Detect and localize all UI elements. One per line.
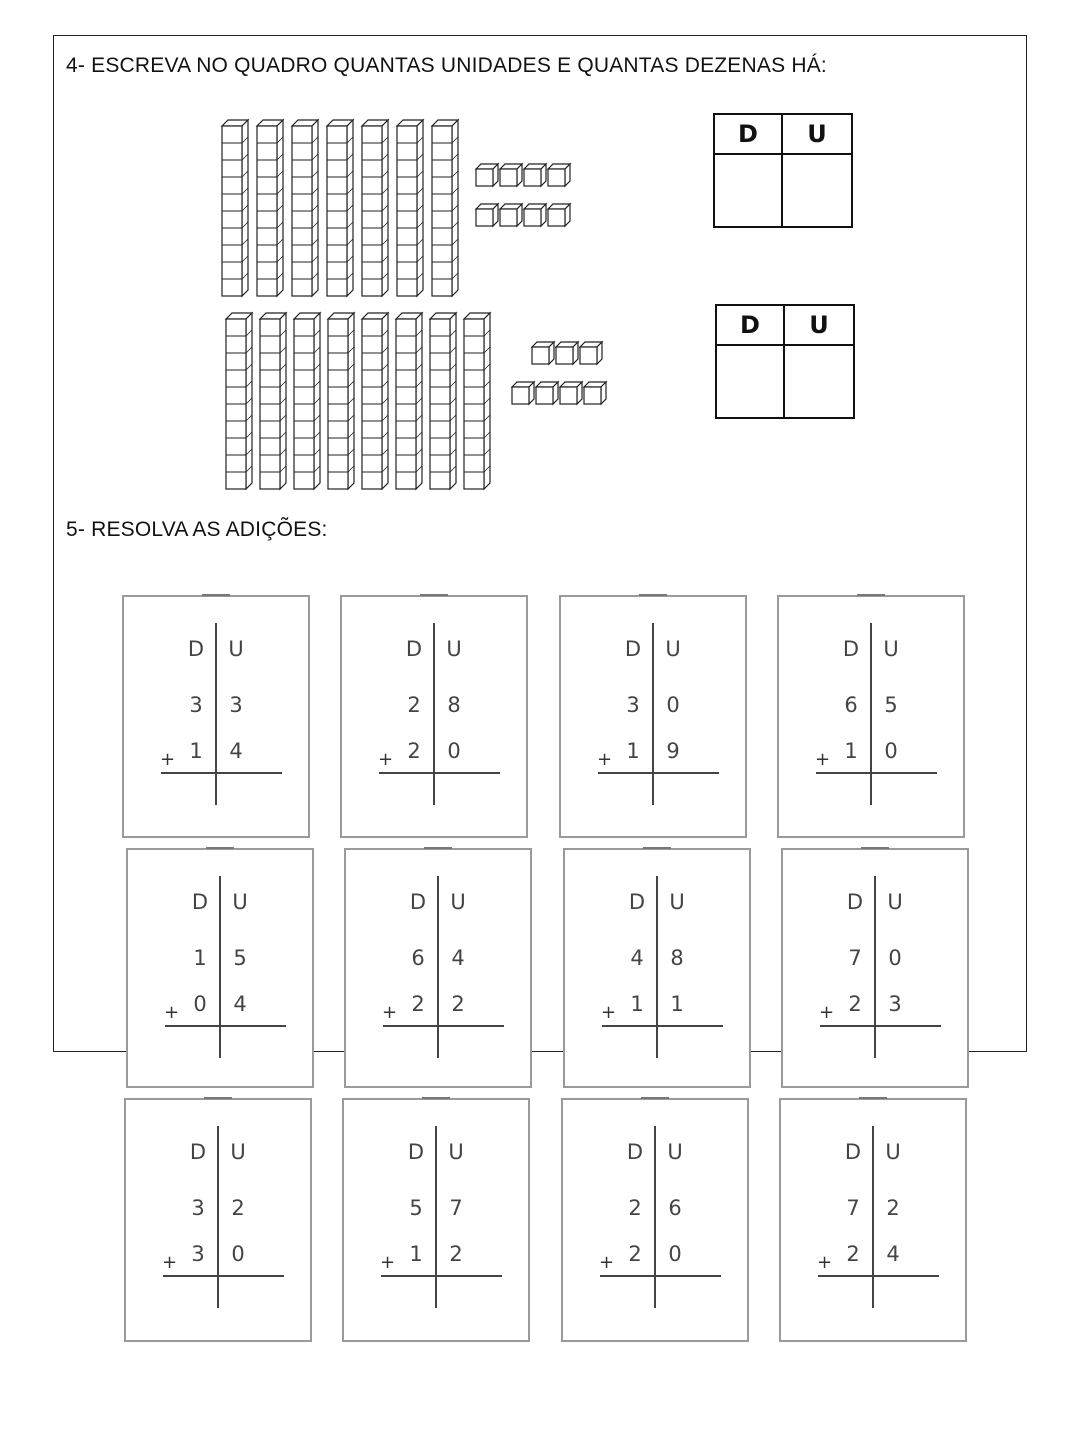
units-header: U [450, 890, 466, 914]
addend-2-tens: 2 [407, 739, 421, 763]
units-header: U [665, 637, 681, 661]
addend-2-units: 3 [888, 992, 902, 1016]
addend-2-units: 0 [231, 1242, 245, 1266]
card-notch [859, 1097, 887, 1099]
unit-cube [556, 342, 578, 364]
ten-rod [430, 313, 456, 489]
addend-2-tens: 2 [846, 1242, 860, 1266]
tens-header: D [628, 890, 646, 914]
ten-rod [222, 120, 248, 296]
addend-1-tens: 3 [626, 693, 640, 717]
answer-area[interactable] [600, 1280, 721, 1320]
tens-answer-box[interactable] [717, 346, 785, 417]
card-notch [206, 847, 234, 849]
card-notch [420, 594, 448, 596]
card-notch [639, 594, 667, 596]
addend-2-units: 4 [233, 992, 247, 1016]
addition-card [344, 848, 532, 1088]
addend-1-tens: 7 [846, 1196, 860, 1220]
tens-header: D [189, 1140, 207, 1164]
du-answer-table-1 [713, 113, 853, 228]
addend-2-tens: 2 [848, 992, 862, 1016]
addend-1-units: 8 [447, 693, 461, 717]
unit-cube [584, 382, 606, 404]
addend-2-units: 1 [670, 992, 684, 1016]
addend-2-units: 2 [451, 992, 465, 1016]
units-answer-box[interactable] [785, 346, 853, 417]
card-notch [641, 1097, 669, 1099]
tens-header: D [844, 1140, 862, 1164]
sum-line [820, 1025, 941, 1027]
base-ten-blocks-1 [218, 112, 618, 302]
sum-line [161, 772, 282, 774]
unit-cube [500, 204, 522, 226]
tens-header: D [715, 115, 783, 155]
addition-card [559, 595, 747, 838]
tens-header: D [717, 306, 785, 346]
sum-line [379, 772, 500, 774]
tens-header: D [407, 1140, 425, 1164]
answer-area[interactable] [163, 1280, 284, 1320]
addition-card [561, 1098, 749, 1342]
addend-1-units: 2 [886, 1196, 900, 1220]
plus-sign: + [162, 1252, 178, 1273]
ten-rod [362, 313, 388, 489]
addend-2-units: 4 [886, 1242, 900, 1266]
addition-card [781, 848, 969, 1088]
addend-1-units: 5 [233, 946, 247, 970]
answer-area[interactable] [161, 777, 282, 817]
answer-area[interactable] [383, 1030, 504, 1070]
base-ten-blocks-2 [222, 305, 652, 495]
units-header: U [230, 1140, 246, 1164]
ten-rod [397, 120, 423, 296]
addition-card [342, 1098, 530, 1342]
addend-2-tens: 1 [626, 739, 640, 763]
sum-line [816, 772, 937, 774]
units-header: U [667, 1140, 683, 1164]
ten-rod [396, 313, 422, 489]
units-answer-box[interactable] [783, 155, 851, 226]
answer-area[interactable] [602, 1030, 723, 1070]
addition-card [122, 595, 310, 838]
plus-sign: + [815, 749, 831, 770]
addend-2-units: 2 [449, 1242, 463, 1266]
addend-2-tens: 1 [844, 739, 858, 763]
card-notch [643, 847, 671, 849]
card-notch [861, 847, 889, 849]
addend-1-tens: 5 [409, 1196, 423, 1220]
answer-area[interactable] [379, 777, 500, 817]
addend-2-tens: 1 [409, 1242, 423, 1266]
plus-sign: + [817, 1252, 833, 1273]
question-5-title: 5- RESOLVA AS ADIÇÕES: [66, 518, 328, 541]
tens-header: D [624, 637, 642, 661]
sum-line [381, 1275, 502, 1277]
addend-2-tens: 2 [628, 1242, 642, 1266]
addition-card [777, 595, 965, 838]
addend-2-tens: 2 [411, 992, 425, 1016]
unit-cube [560, 382, 582, 404]
units-header: U [669, 890, 685, 914]
unit-cube [548, 164, 570, 186]
answer-area[interactable] [820, 1030, 941, 1070]
ten-rod [292, 120, 318, 296]
addend-2-tens: 0 [193, 992, 207, 1016]
addend-1-tens: 3 [191, 1196, 205, 1220]
tens-answer-box[interactable] [715, 155, 783, 226]
addend-2-units: 0 [447, 739, 461, 763]
unit-cube [524, 164, 546, 186]
sum-line [600, 1275, 721, 1277]
unit-cube [476, 204, 498, 226]
sum-line [165, 1025, 286, 1027]
addend-2-units: 0 [668, 1242, 682, 1266]
addend-2-units: 0 [884, 739, 898, 763]
plus-sign: + [378, 749, 394, 770]
addend-1-tens: 2 [628, 1196, 642, 1220]
units-header: U [446, 637, 462, 661]
addend-1-units: 0 [666, 693, 680, 717]
plus-sign: + [164, 1002, 180, 1023]
card-notch [424, 847, 452, 849]
addend-1-units: 6 [668, 1196, 682, 1220]
sum-line [598, 772, 719, 774]
card-notch [422, 1097, 450, 1099]
addend-1-tens: 1 [193, 946, 207, 970]
addition-card [126, 848, 314, 1088]
units-header: U [783, 115, 851, 155]
addend-1-tens: 2 [407, 693, 421, 717]
addend-2-units: 9 [666, 739, 680, 763]
addend-1-units: 8 [670, 946, 684, 970]
tens-header: D [405, 637, 423, 661]
addend-2-tens: 1 [189, 739, 203, 763]
ten-rod [257, 120, 283, 296]
plus-sign: + [597, 749, 613, 770]
tens-header: D [846, 890, 864, 914]
sum-line [818, 1275, 939, 1277]
unit-cube [580, 342, 602, 364]
unit-cube [532, 342, 554, 364]
ten-rod [327, 120, 353, 296]
addition-card [563, 848, 751, 1088]
addend-2-units: 4 [229, 739, 243, 763]
addend-1-units: 2 [231, 1196, 245, 1220]
tens-header: D [191, 890, 209, 914]
plus-sign: + [599, 1252, 615, 1273]
tens-header: D [842, 637, 860, 661]
tens-header: D [187, 637, 205, 661]
addend-2-tens: 1 [630, 992, 644, 1016]
units-header: U [228, 637, 244, 661]
addend-1-tens: 3 [189, 693, 203, 717]
addend-1-units: 5 [884, 693, 898, 717]
addend-1-units: 7 [449, 1196, 463, 1220]
du-answer-table-2 [715, 304, 855, 419]
ten-rod [226, 313, 252, 489]
units-header: U [883, 637, 899, 661]
tens-header: D [409, 890, 427, 914]
unit-cube [536, 382, 558, 404]
unit-cube [500, 164, 522, 186]
answer-area[interactable] [816, 777, 937, 817]
units-header: U [232, 890, 248, 914]
ten-rod [260, 313, 286, 489]
unit-cube [512, 382, 534, 404]
unit-cube [476, 164, 498, 186]
plus-sign: + [601, 1002, 617, 1023]
plus-sign: + [382, 1002, 398, 1023]
tens-header: D [626, 1140, 644, 1164]
sum-line [383, 1025, 504, 1027]
unit-cube [548, 204, 570, 226]
plus-sign: + [819, 1002, 835, 1023]
unit-cube [524, 204, 546, 226]
addend-1-tens: 4 [630, 946, 644, 970]
addend-1-units: 4 [451, 946, 465, 970]
card-notch [202, 594, 230, 596]
answer-area[interactable] [818, 1280, 939, 1320]
answer-area[interactable] [165, 1030, 286, 1070]
addend-1-tens: 6 [844, 693, 858, 717]
addend-1-tens: 6 [411, 946, 425, 970]
addend-2-tens: 3 [191, 1242, 205, 1266]
card-notch [204, 1097, 232, 1099]
addend-1-units: 0 [888, 946, 902, 970]
ten-rod [432, 120, 458, 296]
addition-card [124, 1098, 312, 1342]
answer-area[interactable] [381, 1280, 502, 1320]
plus-sign: + [380, 1252, 396, 1273]
ten-rod [294, 313, 320, 489]
units-header: U [785, 306, 853, 346]
question-4-title: 4- ESCREVA NO QUADRO QUANTAS UNIDADES E QUANTAS DEZENAS HÁ: [66, 54, 827, 77]
addition-card [340, 595, 528, 838]
answer-area[interactable] [598, 777, 719, 817]
addend-1-units: 3 [229, 693, 243, 717]
addition-card [779, 1098, 967, 1342]
ten-rod [464, 313, 490, 489]
addend-1-tens: 7 [848, 946, 862, 970]
sum-line [163, 1275, 284, 1277]
units-header: U [448, 1140, 464, 1164]
card-notch [857, 594, 885, 596]
ten-rod [362, 120, 388, 296]
sum-line [602, 1025, 723, 1027]
ten-rod [328, 313, 354, 489]
units-header: U [885, 1140, 901, 1164]
units-header: U [887, 890, 903, 914]
plus-sign: + [160, 749, 176, 770]
